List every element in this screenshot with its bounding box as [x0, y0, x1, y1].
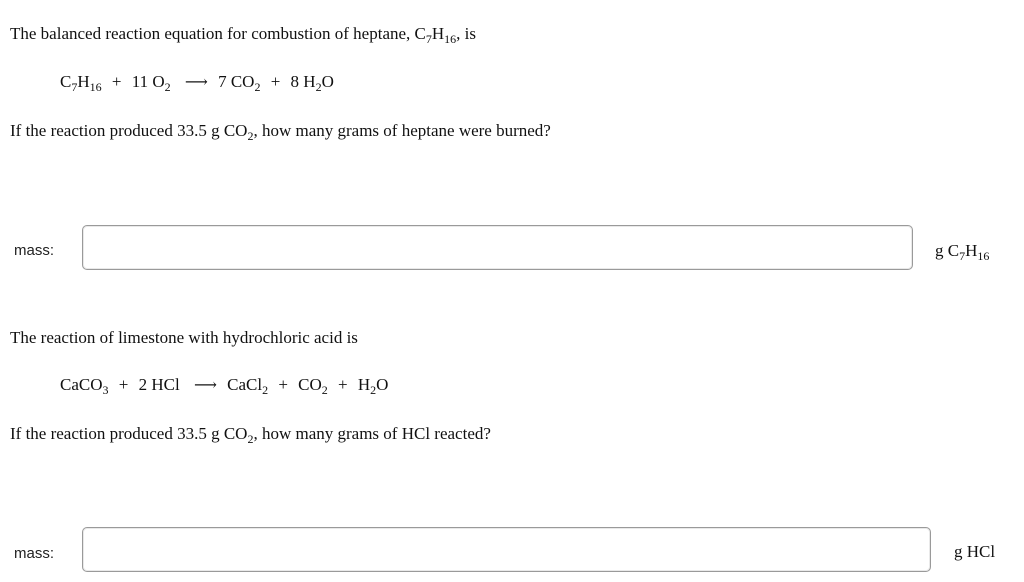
q2-mass-label: mass: [14, 545, 55, 562]
q1-mass-label: mass: [14, 242, 55, 259]
product-cacl2: CaCl$_2$ [227, 375, 269, 397]
q2-mass-input[interactable] [82, 527, 931, 572]
heptane-formula: $C_7H_{16}$ [414, 24, 457, 46]
plus-sign: + [118, 375, 129, 394]
reactant-heptane: $C_7H_{16}$ [60, 72, 102, 94]
plus-sign: + [270, 72, 281, 91]
q1-unit: g $C_7H_{16}$ [935, 241, 990, 263]
q1-question: If the reaction produced 33.5 g $CO_2$, how many grams of heptane were burned? [10, 121, 551, 143]
reactant-hcl: 2 HCl [138, 375, 180, 394]
q1-equation [60, 72, 334, 92]
product-water: $H_2O$ [357, 375, 389, 397]
q2-unit: g HCl [954, 542, 996, 561]
plus-sign: + [338, 375, 348, 394]
q1-mass-input[interactable] [82, 225, 913, 270]
q1-intro: The balanced reaction equation for combustion of heptane, $C_7H_{16}$, is [10, 24, 477, 46]
product-water: 8 $H_2O$ [290, 72, 334, 94]
reactant-oxygen: 11 $O_2$ [131, 72, 171, 94]
q2-question: If the reaction produced 33.5 g $CO_2$, how many grams of HCl reacted? [10, 424, 491, 446]
reaction-arrow: ⟶ [184, 74, 208, 91]
product-co2: $CO_2$ [298, 375, 328, 397]
plus-sign: + [278, 375, 288, 394]
plus-sign: + [111, 72, 122, 91]
reaction-arrow: ⟶ [193, 377, 217, 394]
q2-equation [60, 375, 388, 395]
q2-intro: The reaction of limestone with hydrochloric acid is [10, 328, 358, 347]
reactant-caco3: CaCO$_3$ [60, 375, 109, 397]
product-co2: 7 $CO_2$ [218, 72, 261, 94]
